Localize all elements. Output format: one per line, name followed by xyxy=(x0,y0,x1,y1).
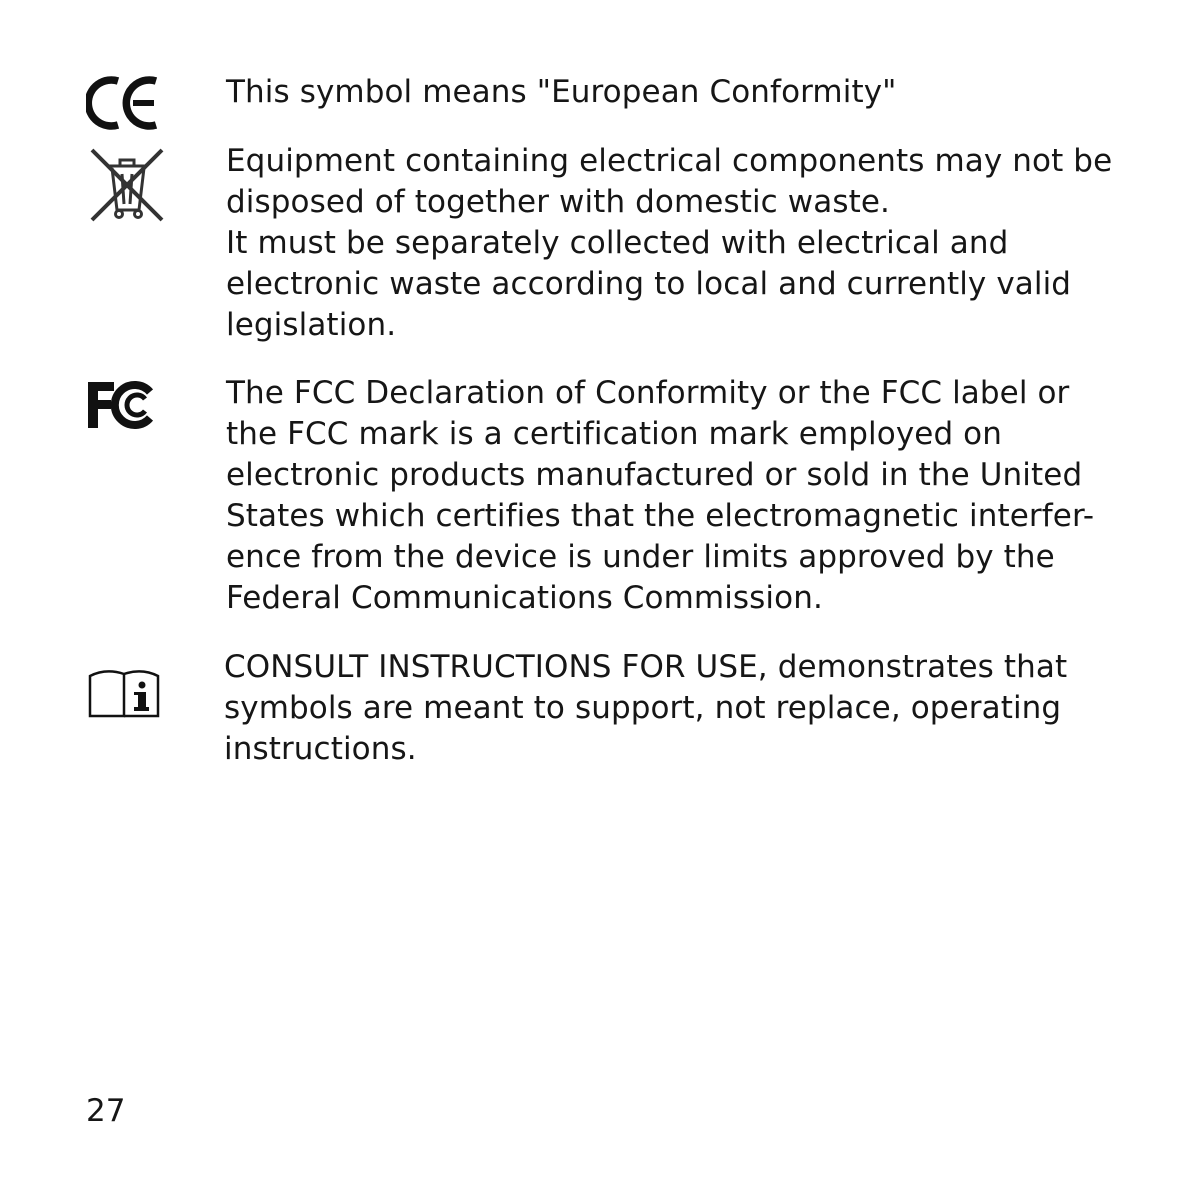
weee-description: Equipment containing electrical components may not be disposed of together with domestic waste. It must be separately collected with electrical and electronic waste according to local and currently valid legislation. xyxy=(226,143,1113,343)
consult-instructions-description: CONSULT INSTRUCTIONS FOR USE, demonstrates that symbols are meant to support, not replace, operating instructions. xyxy=(224,649,1068,767)
consult-instructions-icon xyxy=(86,666,164,722)
page-number: 27 xyxy=(86,1093,126,1129)
ce-mark-description: This symbol means "European Conformity" xyxy=(226,74,897,110)
ce-mark-icon xyxy=(86,74,162,132)
fcc-mark-icon xyxy=(84,378,160,432)
weee-crossed-bin-icon xyxy=(86,144,168,226)
fcc-description: The FCC Declaration of Conformity or the FCC label or the FCC mark is a certification mark employed on electronic products manufactured or sold in the United States which certifies that the electromagnetic interfer- ence from the device is under limits approved by the Federal Communications Commission. xyxy=(226,375,1095,616)
